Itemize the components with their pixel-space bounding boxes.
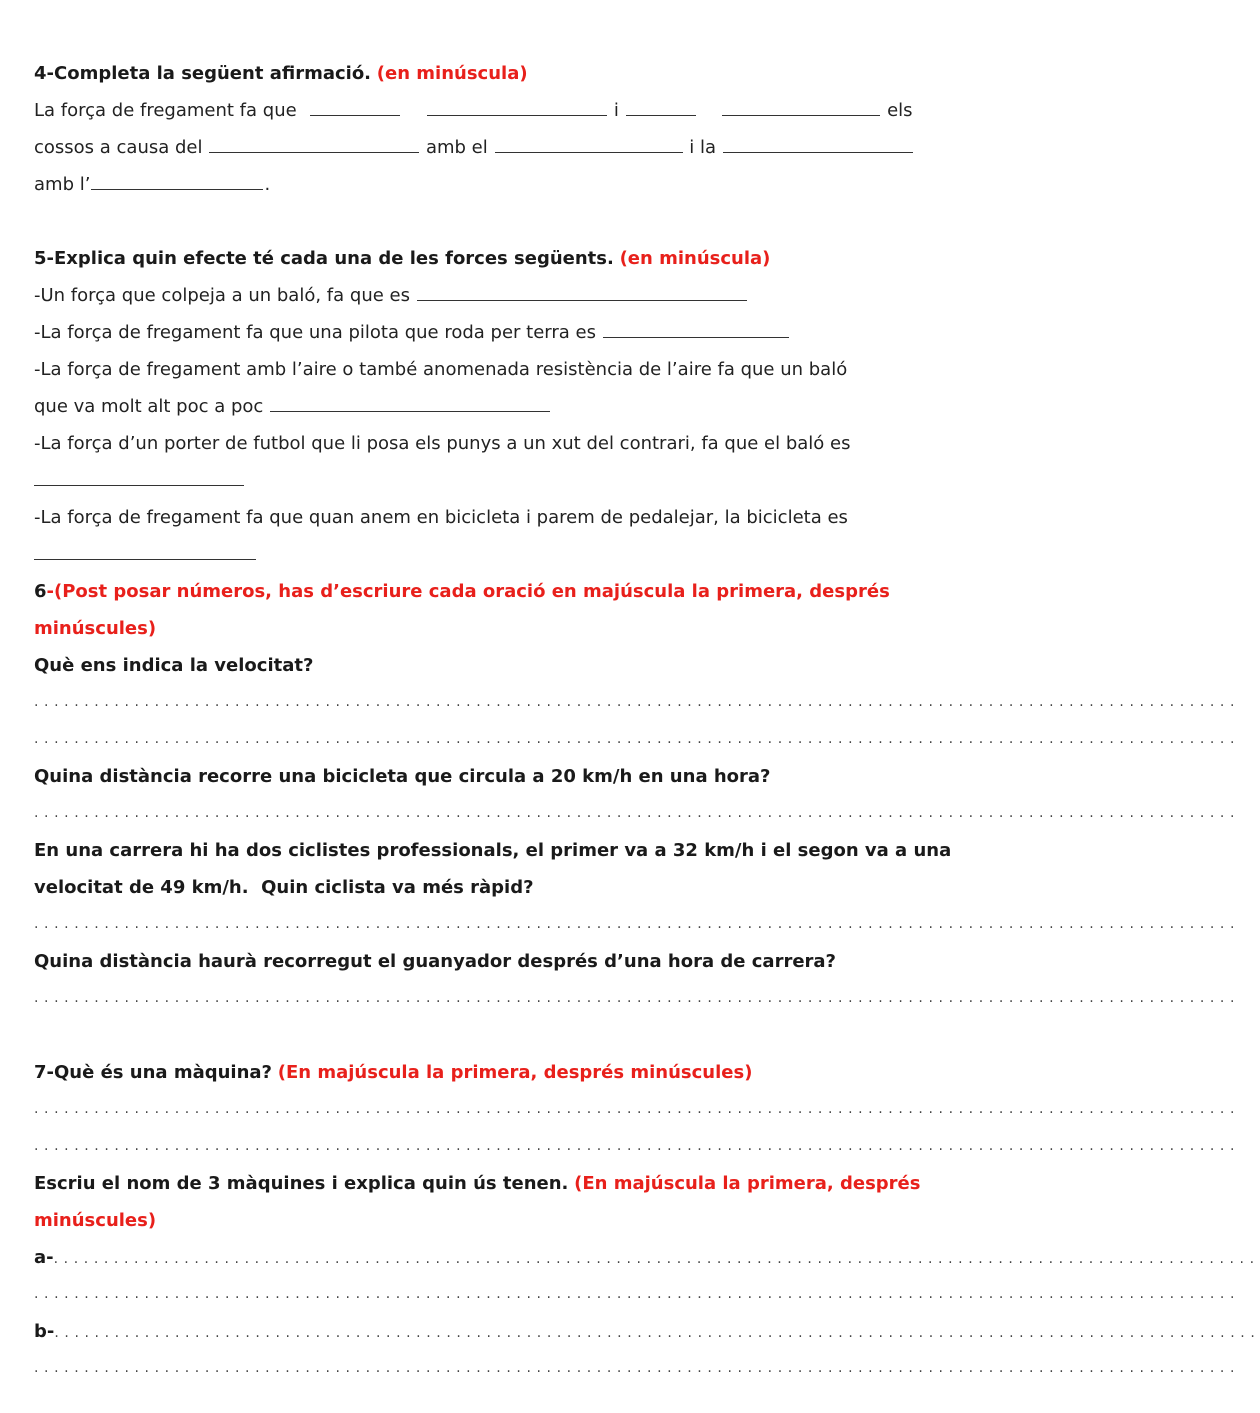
q6-question-d bbox=[34, 943, 966, 980]
q6-qc2: velocitat de 49 km/h. Quin ciclista va més ràpid? bbox=[34, 877, 534, 898]
q4-title: 4-Completa la següent afirmació. bbox=[34, 63, 372, 84]
spacer bbox=[34, 203, 966, 240]
q5-title: 5-Explica quin efecte té cada una de les forces següents. bbox=[34, 248, 614, 269]
q5-item-4-answer bbox=[34, 462, 966, 499]
answer-dotted-line[interactable]: ........................................................................................................................ bbox=[34, 1360, 1241, 1376]
q7-sub-note-b: minúscules) bbox=[34, 1210, 157, 1231]
fill-blank[interactable] bbox=[723, 134, 913, 153]
answer-dotted-line[interactable]: ........................................................................................................................ bbox=[53, 1251, 1260, 1267]
fill-blank[interactable] bbox=[34, 541, 256, 560]
q5-note: (en minúscula) bbox=[619, 248, 771, 269]
q5-item-5 bbox=[34, 499, 966, 536]
answer-dotted-line[interactable]: ........................................................................................................................ bbox=[34, 1101, 1241, 1117]
q4-line1-text-b: i bbox=[613, 100, 619, 121]
answer-dotted-line[interactable]: ........................................................................................................................ bbox=[54, 1325, 1260, 1341]
fill-blank[interactable] bbox=[722, 97, 880, 116]
fill-blank[interactable] bbox=[495, 134, 683, 153]
q4-line2-text-b: amb el bbox=[425, 137, 488, 158]
q7-item-b bbox=[34, 1313, 1260, 1350]
q6-heading bbox=[34, 573, 966, 610]
fill-blank[interactable] bbox=[310, 97, 400, 116]
q4-line2-text-a: cossos a causa del bbox=[34, 137, 203, 158]
q7-sub-note-a: (En majúscula la primera, després bbox=[574, 1173, 921, 1194]
q5-s1: -Un força que colpeja a un baló, fa que es bbox=[34, 285, 410, 306]
answer-dotted-line[interactable]: ........................................................................................................................ bbox=[34, 731, 1241, 747]
q6-qd: Quina distància haurà recorregut el guanyador després d’una hora de carrera? bbox=[34, 951, 836, 972]
q4-line1-text-a: La força de fregament fa que bbox=[34, 100, 297, 121]
fill-blank[interactable] bbox=[427, 97, 607, 116]
q6-note-b: minúscules) bbox=[34, 618, 157, 639]
q4-line2-text-c: i la bbox=[689, 137, 716, 158]
q6-number: 6 bbox=[34, 581, 47, 602]
q7-note: (En majúscula la primera, després minúscules) bbox=[277, 1062, 753, 1083]
q7-label-a: a- bbox=[34, 1247, 54, 1268]
q6-question-c1 bbox=[34, 832, 966, 869]
answer-dotted-line[interactable]: ........................................................................................................................ bbox=[34, 990, 1241, 1006]
q4-line1 bbox=[34, 92, 966, 129]
spacer bbox=[34, 1017, 966, 1054]
q5-s3b: que va molt alt poc a poc bbox=[34, 396, 264, 417]
q4-heading bbox=[34, 55, 966, 92]
q6-heading-cont bbox=[34, 610, 966, 647]
q5-s2: -La força de fregament fa que una pilota que roda per terra es bbox=[34, 322, 596, 343]
fill-blank[interactable] bbox=[34, 467, 244, 486]
q4-note: (en minúscula) bbox=[376, 63, 528, 84]
q6-qc1: En una carrera hi ha dos ciclistes professionals, el primer va a 32 km/h i el segon va a una bbox=[34, 840, 952, 861]
q4-line3-end: . bbox=[264, 174, 271, 195]
fill-blank[interactable] bbox=[626, 97, 696, 116]
fill-blank[interactable] bbox=[91, 171, 263, 190]
q6-qa: Què ens indica la velocitat? bbox=[34, 655, 314, 676]
answer-dotted-line[interactable]: ........................................................................................................................ bbox=[34, 1138, 1241, 1154]
q5-item-3b bbox=[34, 388, 966, 425]
q6-question-c2 bbox=[34, 869, 966, 906]
q4-line3 bbox=[34, 166, 966, 203]
q5-s3a: -La força de fregament amb l’aire o també anomenada resistència de l’aire fa que un baló bbox=[34, 359, 848, 380]
q5-item-3a bbox=[34, 351, 966, 388]
q7-sub-heading-cont bbox=[34, 1202, 966, 1239]
q7-title: 7-Què és una màquina? bbox=[34, 1062, 272, 1083]
q4-line1-text-c: els bbox=[887, 100, 913, 121]
q7-heading bbox=[34, 1054, 966, 1091]
q5-item-2 bbox=[34, 314, 966, 351]
q6-question-a bbox=[34, 647, 966, 684]
answer-dotted-line[interactable]: ........................................................................................................................ bbox=[34, 805, 1241, 821]
q6-note-a: -(Post posar números, has d’escriure cada oració en majúscula la primera, després bbox=[46, 581, 890, 602]
q4-line2 bbox=[34, 129, 966, 166]
q4-line3-text-a: amb l’ bbox=[34, 174, 91, 195]
answer-dotted-line[interactable]: ........................................................................................................................ bbox=[34, 694, 1241, 710]
q5-item-1 bbox=[34, 277, 966, 314]
answer-dotted-line[interactable]: ........................................................................................................................ bbox=[34, 916, 1241, 932]
q5-s4: -La força d’un porter de futbol que li posa els punys a un xut del contrari, fa que el baló es bbox=[34, 433, 851, 454]
fill-blank[interactable] bbox=[417, 282, 747, 301]
answer-dotted-line[interactable]: ........................................................................................................................ bbox=[34, 1286, 1241, 1302]
q6-question-b bbox=[34, 758, 966, 795]
q7-label-b: b- bbox=[34, 1321, 55, 1342]
q5-item-5-answer bbox=[34, 536, 966, 573]
q7-sub-heading bbox=[34, 1165, 966, 1202]
fill-blank[interactable] bbox=[270, 393, 550, 412]
q5-heading bbox=[34, 240, 966, 277]
q6-qb: Quina distància recorre una bicicleta que circula a 20 km/h en una hora? bbox=[34, 766, 771, 787]
q7-sub: Escriu el nom de 3 màquines i explica quin ús tenen. bbox=[34, 1173, 569, 1194]
q7-item-a bbox=[34, 1239, 1260, 1276]
q5-item-4 bbox=[34, 425, 966, 462]
fill-blank[interactable] bbox=[209, 134, 419, 153]
fill-blank[interactable] bbox=[603, 319, 789, 338]
worksheet bbox=[34, 55, 1260, 1387]
q5-s5: -La força de fregament fa que quan anem en bicicleta i parem de pedalejar, la bicicleta es bbox=[34, 507, 848, 528]
